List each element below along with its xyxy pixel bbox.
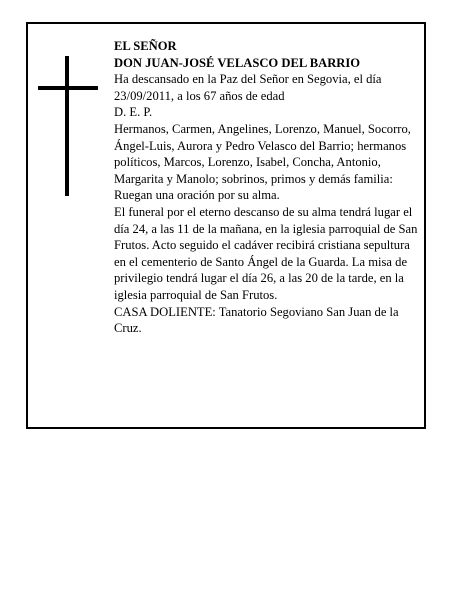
deceased-name: DON JUAN-JOSÉ VELASCO DEL BARRIO bbox=[114, 55, 361, 70]
mourning-house: CASA DOLIENTE: Tanatorio Segoviano San Juan de la Cruz. bbox=[114, 304, 399, 336]
cross-icon bbox=[38, 56, 98, 196]
obituary-text bbox=[114, 38, 420, 337]
title-line-1: EL SEÑOR bbox=[114, 39, 177, 53]
family-list: Hermanos, Carmen, Angelines, Lorenzo, Manuel, Socorro, Ángel-Luis, Aurora y Pedro Velasco del Barrio; hermanos políticos, Marcos, Lorenzo, Isabel, Concha, Antonio, Margarita y Manolo; sobrinos, primos y demás familia: bbox=[114, 121, 411, 186]
cross-vertical-bar bbox=[65, 56, 69, 196]
rest-in-peace: D. E. P. bbox=[114, 105, 153, 120]
cross-horizontal-bar bbox=[38, 86, 98, 90]
death-announcement: Ha descansado en la Paz del Señor en Segovia, el día 23/09/2011, a los 67 años de edad bbox=[114, 72, 382, 103]
funeral-details: El funeral por el eterno descanso de su alma tendrá lugar el día 24, a las 11 de la mañana, en la iglesia parroquial de San Frutos. Acto seguido el cadáver recibirá cristiana sepultura en el cementerio de Santo Ángel de la Guarda. La misa de privilegio tendrá lugar el día 26, a las 20 de la tarde, en la iglesia parroquial de San Frutos. bbox=[114, 204, 418, 302]
prayer-request: Ruegan una oración por su alma. bbox=[114, 188, 280, 203]
